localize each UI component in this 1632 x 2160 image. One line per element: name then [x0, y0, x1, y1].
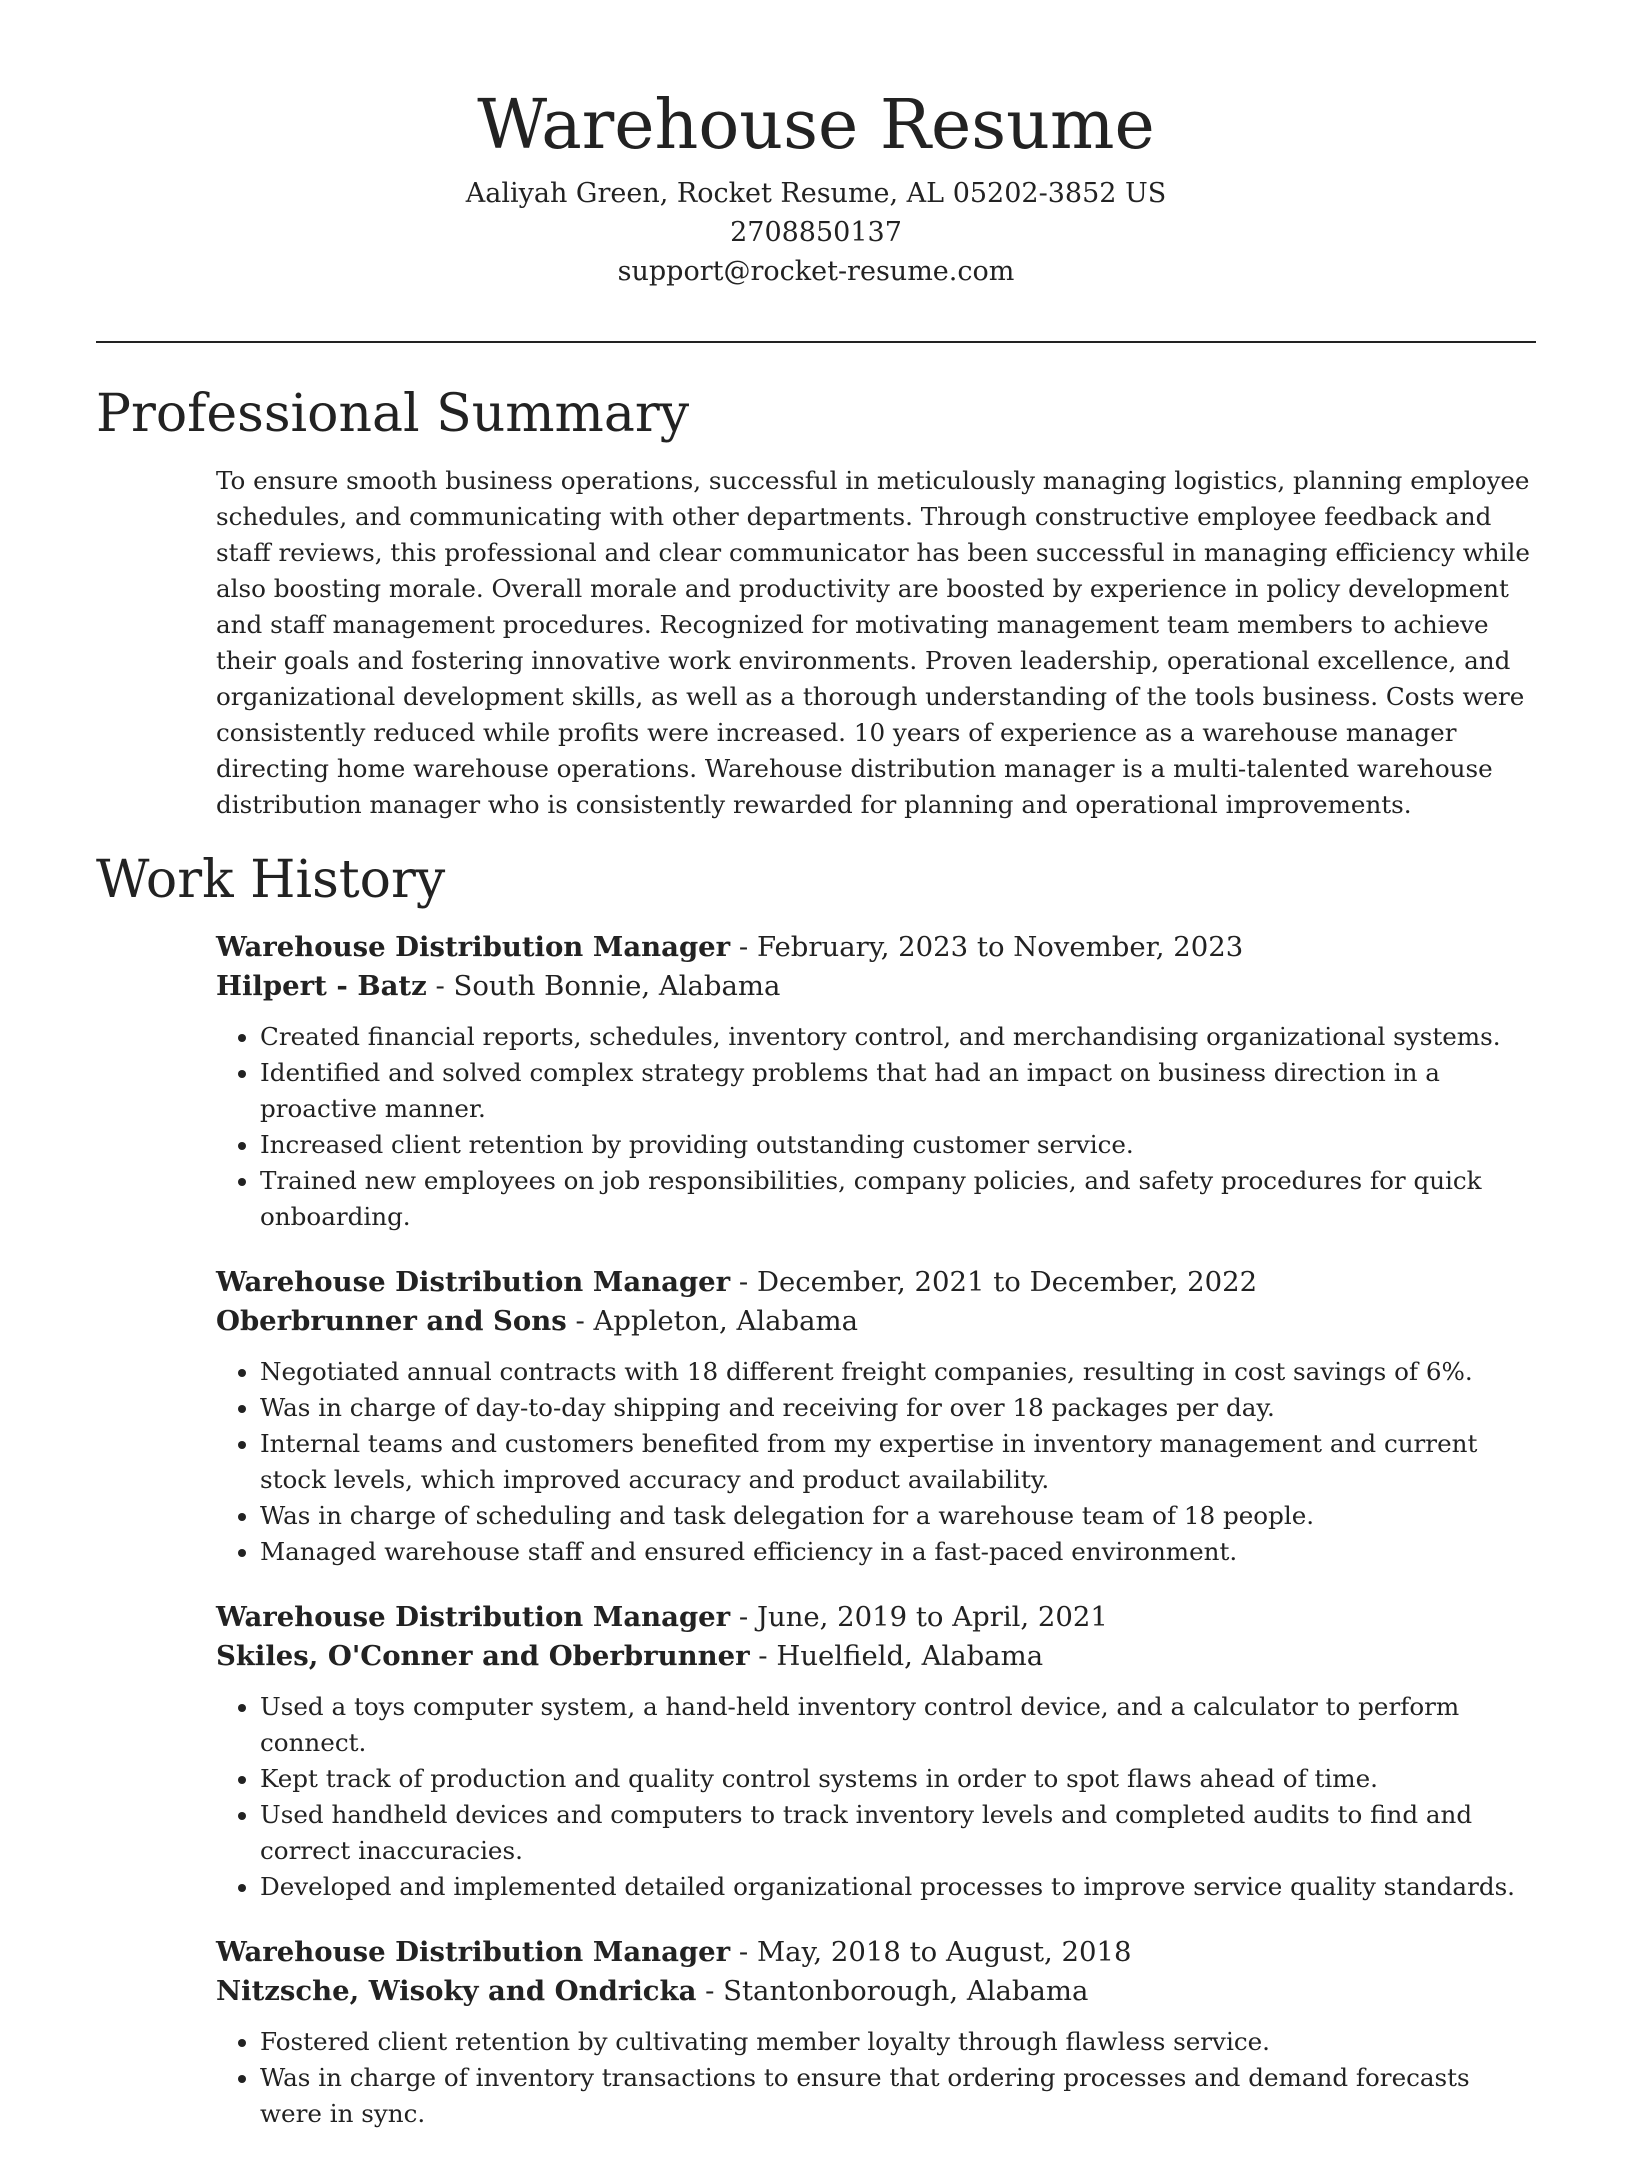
list-item: • Internal teams and customers benefited from my expertise in inventory management and current stock levels, which improved accuracy and product availability. — [260, 1426, 1536, 1498]
job-title: Warehouse Distribution Manager — [216, 931, 731, 963]
separator: - — [730, 1266, 757, 1298]
list-item: • Kept track of production and quality control systems in order to spot flaws ahead of time. — [260, 1761, 1536, 1797]
work-history-heading: Work History — [96, 850, 446, 910]
list-item: • Developed and implemented detailed organizational processes to improve service quality standards. — [260, 1869, 1536, 1905]
list-item: • Increased client retention by providing outstanding customer service. — [260, 1127, 1536, 1163]
job-title-line — [216, 1598, 1536, 1637]
list-item: • Was in charge of day-to-day shipping and receiving for over 18 packages per day. — [260, 1390, 1536, 1426]
job-location: Huelfield, Alabama — [776, 1640, 1044, 1672]
list-item: • Identified and solved complex strategy problems that had an impact on business direction in a proactive manner. — [260, 1055, 1536, 1127]
job-company-line — [216, 1302, 1536, 1341]
company-name: Oberbrunner and Sons — [216, 1305, 567, 1337]
job-dates: December, 2021 to December, 2022 — [756, 1266, 1258, 1298]
list-item: • Fostered client retention by cultivating member loyalty through flawless service. — [260, 2024, 1536, 2060]
job-title: Warehouse Distribution Manager — [216, 1936, 731, 1968]
resume-header — [96, 78, 1536, 291]
list-item: • Was in charge of scheduling and task delegation for a warehouse team of 18 people. — [260, 1498, 1536, 1534]
job-entry — [216, 1263, 1536, 1570]
job-entry — [216, 928, 1536, 1235]
job-company-line — [216, 1972, 1536, 2011]
separator: - — [730, 931, 757, 963]
job-title-line — [216, 1263, 1536, 1302]
job-entry — [216, 1598, 1536, 1905]
job-location: Stantonborough, Alabama — [723, 1975, 1089, 2007]
company-name: Skiles, O'Conner and Oberbrunner — [216, 1640, 750, 1672]
job-bullets — [216, 1354, 1536, 1570]
job-title: Warehouse Distribution Manager — [216, 1601, 731, 1633]
work-history-list — [216, 928, 1536, 2160]
job-company-line — [216, 967, 1536, 1006]
list-item: • Trained new employees on job responsibilities, company policies, and safety procedures for quick onboarding. — [260, 1163, 1536, 1235]
separator: - — [696, 1975, 724, 2007]
list-item: • Created financial reports, schedules, inventory control, and merchandising organizational systems. — [260, 1019, 1536, 1055]
separator: - — [730, 1601, 757, 1633]
list-item: • Used handheld devices and computers to track inventory levels and completed audits to find and correct inaccuracies. — [260, 1797, 1536, 1869]
list-item: • Managed warehouse staff and ensured efficiency in a fast-paced environment. — [260, 1534, 1536, 1570]
job-dates: May, 2018 to August, 2018 — [756, 1936, 1132, 1968]
job-title: Warehouse Distribution Manager — [216, 1266, 731, 1298]
job-title-line — [216, 928, 1536, 967]
list-item: • Was in charge of inventory transactions to ensure that ordering processes and demand forecasts were in sync. — [260, 2060, 1536, 2132]
job-title-line — [216, 1933, 1536, 1972]
list-item: • Negotiated annual contracts with 18 different freight companies, resulting in cost savings of 6%. — [260, 1354, 1536, 1390]
job-bullets — [216, 2024, 1536, 2132]
list-item: • Used a toys computer system, a hand-held inventory control device, and a calculator to perform connect. — [260, 1689, 1536, 1761]
header-divider — [96, 341, 1536, 343]
job-bullets — [216, 1689, 1536, 1905]
job-dates: June, 2019 to April, 2021 — [756, 1601, 1108, 1633]
job-company-line — [216, 1637, 1536, 1676]
company-name: Hilpert - Batz — [216, 970, 427, 1002]
job-entry — [216, 1933, 1536, 2132]
separator: - — [749, 1640, 777, 1672]
separator: - — [426, 970, 454, 1002]
contact-phone: 2708850137 — [730, 217, 902, 248]
job-location: Appleton, Alabama — [593, 1305, 858, 1337]
summary-text: To ensure smooth business operations, successful in meticulously managing logistics, planning employee schedules, and communicating with other departments. Through constructive employee feedback and staff reviews, this professional and clear communicator has been successful in managing efficiency while also boosting morale. Overall morale and productivity are boosted by experience in policy development and staff management procedures. Recognized for motivating management team members to achieve their goals and fostering innovative work environments. Proven leadership, operational excellence, and organizational development skills, as well as a thorough understanding of the tools business. Costs were consistently reduced while profits were increased. 10 years of experience as a warehouse manager directing home warehouse operations. Warehouse distribution manager is a multi-talented warehouse distribution manager who is consistently rewarded for planning and operational improvements. — [216, 466, 1530, 819]
separator: - — [566, 1305, 594, 1337]
job-dates: February, 2023 to November, 2023 — [756, 931, 1244, 963]
contact-email: support@rocket-resume.com — [617, 256, 1015, 287]
summary-heading: Professional Summary — [96, 384, 690, 444]
separator: - — [730, 1936, 757, 1968]
company-name: Nitzsche, Wisoky and Ondricka — [216, 1975, 697, 2007]
job-bullets — [216, 1019, 1536, 1235]
contact-address: Aaliyah Green, Rocket Resume, AL 05202-3852 US — [465, 178, 1167, 209]
job-location: South Bonnie, Alabama — [453, 970, 781, 1002]
resume-title: Warehouse Resume — [477, 86, 1155, 165]
